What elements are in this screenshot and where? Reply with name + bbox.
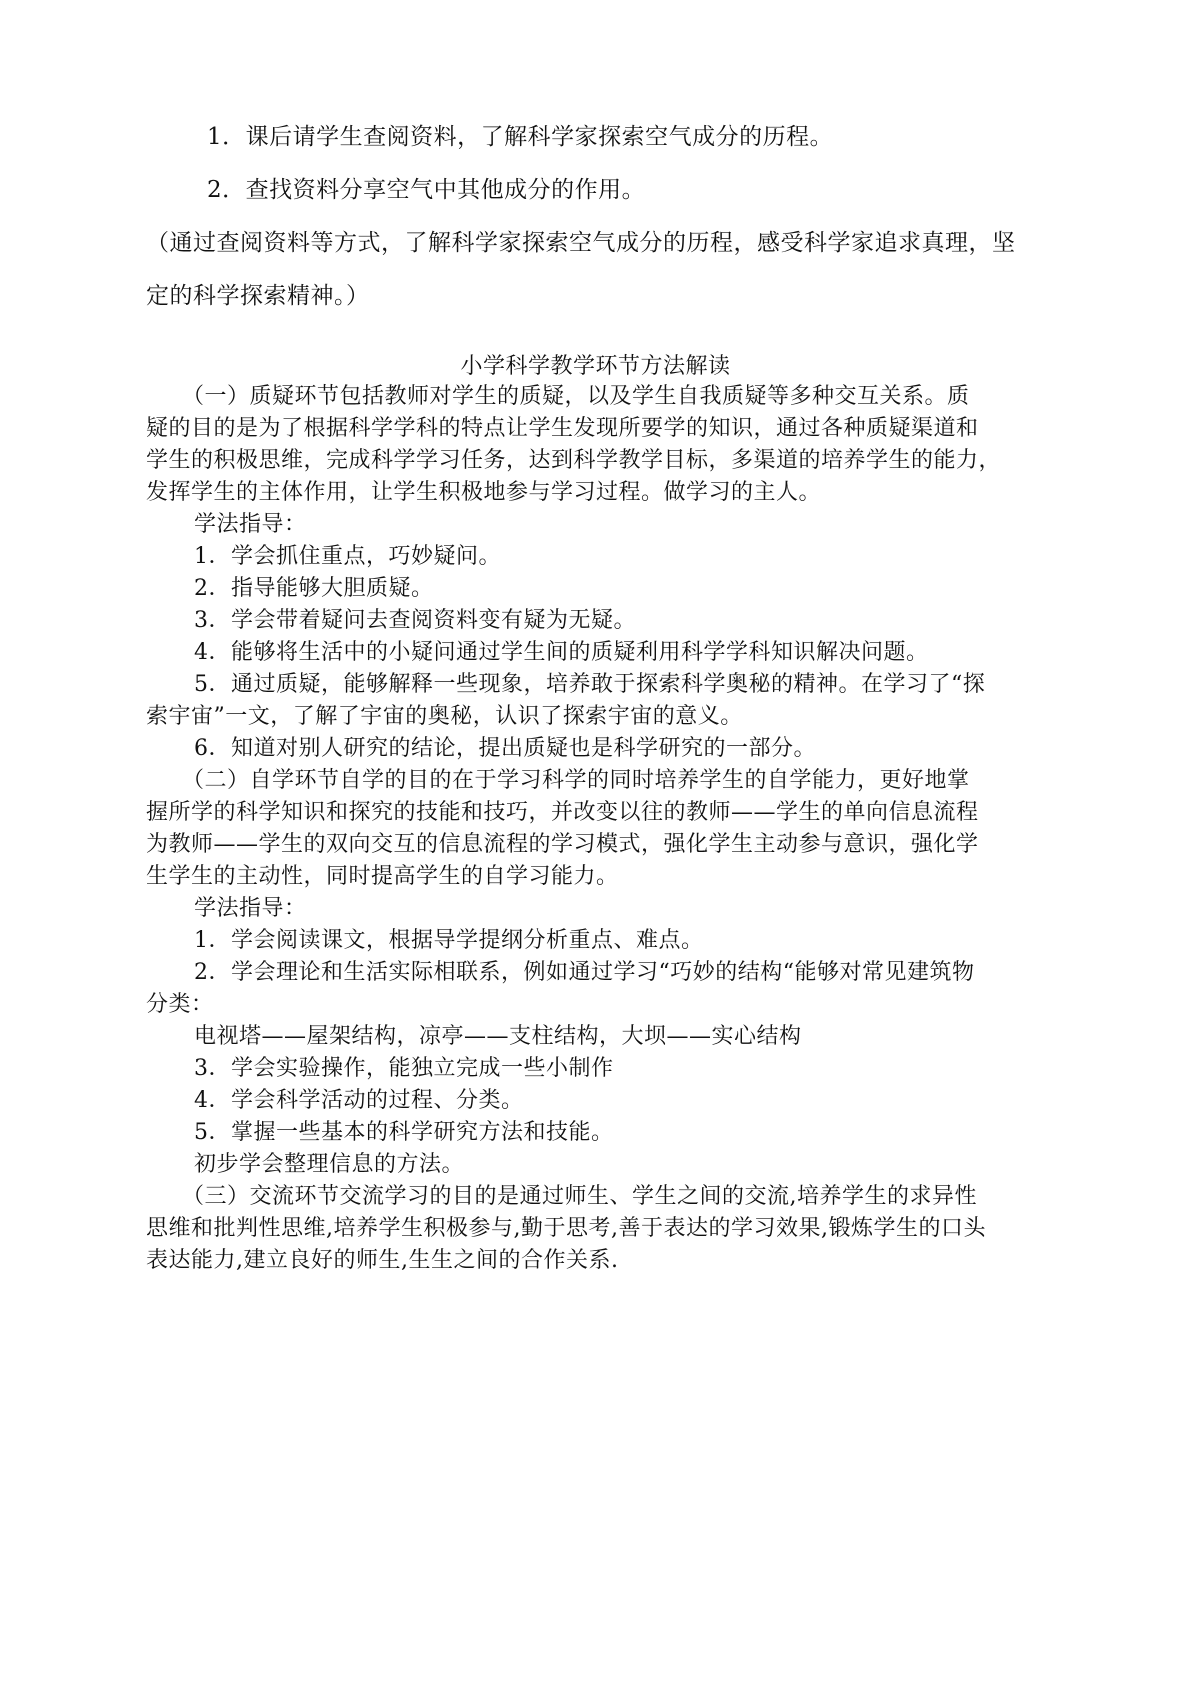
section1-item-3: 3．学会带着疑问去查阅资料变有疑为无疑。	[194, 608, 636, 633]
section1-guide-label: 学法指导：	[194, 512, 307, 537]
section2-line-1: （二）自学环节自学的目的在于学习科学的同时培养学生的自学能力，更好地掌	[182, 768, 970, 793]
section3-line-2: 思维和批判性思维,培养学生积极参与,勤于思考,善于表达的学习效果,锻炼学生的口头	[146, 1216, 986, 1241]
intro-item-1: 1．课后请学生查阅资料，了解科学家探索空气成分的历程。	[207, 124, 834, 150]
section2-item-4: 4．学会科学活动的过程、分类。	[194, 1088, 524, 1113]
intro-note-line-1: （通过查阅资料等方式，了解科学家探索空气成分的历程，感受科学家追求真理，坚	[146, 230, 1016, 256]
section1-line-2: 疑的目的是为了根据科学学科的特点让学生发现所要学的知识，通过各种质疑渠道和	[146, 416, 979, 441]
section2-item-6: 初步学会整理信息的方法。	[194, 1152, 465, 1177]
section2-item-3: 3．学会实验操作，能独立完成一些小制作	[194, 1056, 614, 1081]
intro-note-line-2: 定的科学探索精神。）	[146, 283, 370, 309]
section1-item-5: 5．通过质疑，能够解释一些现象，培养敢于探索科学奥秘的精神。在学习了“探	[194, 672, 986, 697]
intro-item-2: 2．查找资料分享空气中其他成分的作用。	[207, 177, 646, 203]
section3-line-1: （三）交流环节交流学习的目的是通过师生、学生之间的交流,培养学生的求异性	[182, 1184, 977, 1209]
section2-item-2: 2．学会理论和生活实际相联系，例如通过学习“巧妙的结构“能够对常见建筑物	[194, 960, 975, 985]
section2-line-3: 为教师——学生的双向交互的信息流程的学习模式，强化学生主动参与意识，强化学	[146, 832, 979, 857]
section1-item-4: 4．能够将生活中的小疑问通过学生间的质疑利用科学学科知识解决问题。	[194, 640, 929, 665]
section2-line-4: 生学生的主动性，同时提高学生的自学习能力。	[146, 864, 619, 889]
section1-item-2: 2．指导能够大胆质疑。	[194, 576, 434, 601]
section3-line-3: 表达能力,建立良好的师生,生生之间的合作关系.	[146, 1248, 619, 1273]
section1-line-4: 发挥学生的主体作用，让学生积极地参与学习过程。做学习的主人。	[146, 480, 822, 505]
section1-line-1: （一）质疑环节包括教师对学生的质疑，以及学生自我质疑等多种交互关系。质	[182, 384, 970, 409]
section2-item-1: 1．学会阅读课文，根据导学提纲分析重点、难点。	[194, 928, 704, 953]
section2-line-2: 握所学的科学知识和探究的技能和技巧，并改变以往的教师——学生的单向信息流程	[146, 800, 979, 825]
section1-item-5-cont: 索宇宙”一文，了解了宇宙的奥秘，认识了探索宇宙的意义。	[146, 704, 743, 729]
section2-structure-examples: 电视塔——屋架结构，凉亭——支柱结构，大坝——实心结构	[194, 1024, 802, 1049]
section1-item-1: 1．学会抓住重点，巧妙疑问。	[194, 544, 501, 569]
section2-item-5: 5．掌握一些基本的科学研究方法和技能。	[194, 1120, 614, 1145]
section1-item-6: 6．知道对别人研究的结论，提出质疑也是科学研究的一部分。	[194, 736, 816, 761]
section1-line-3: 学生的积极思维，完成科学学习任务，达到科学教学目标，多渠道的培养学生的能力，	[146, 448, 1002, 473]
article-title: 小学科学教学环节方法解读	[460, 354, 731, 379]
section2-guide-label: 学法指导：	[194, 896, 307, 921]
section2-item-2-cont: 分类：	[146, 992, 214, 1017]
